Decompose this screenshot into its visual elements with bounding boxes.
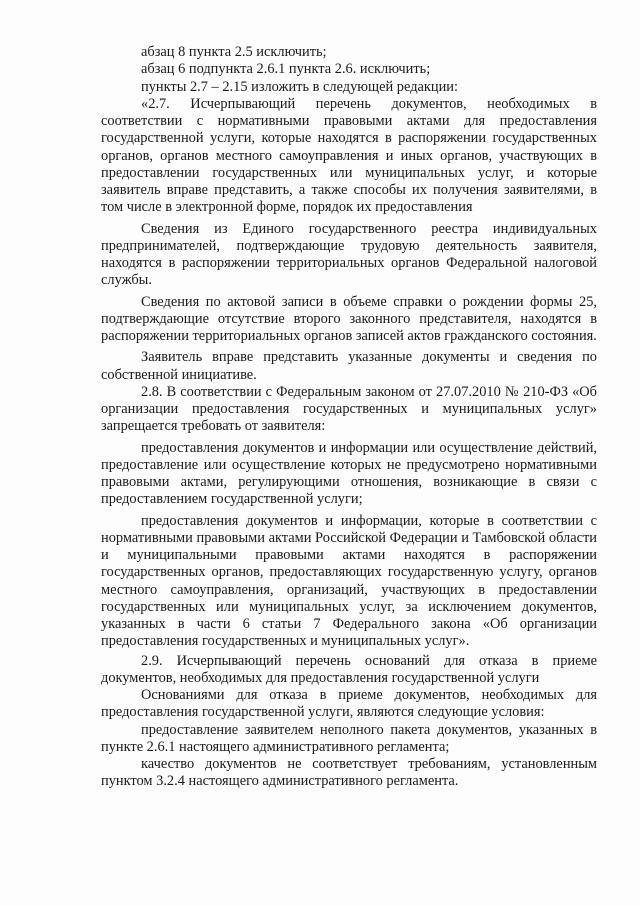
paragraph-egrip: Сведения из Единого государственного реестра индивидуальных предпринимателей, подтверждающие трудовую деятельность заявителя, находятся в распоряжении территориальных органов Федеральной налоговой службы. [101, 220, 597, 289]
paragraph-2-8: 2.8. В соответствии с Федеральным законом от 27.07.2010 № 210-ФЗ «Об организации предоставления государственных и муниципальных услуг» запрещается требовать от заявителя: [101, 383, 597, 435]
paragraph-birth-record: Сведения по актовой записи в объеме справки о рождении формы 25, подтверждающие отсутствие второго законного представителя, находятся в распоряжении территориальных органов записей актов гражданского состояния. [101, 293, 597, 344]
paragraph-quality: качество документов не соответствует требованиям, установленным пунктом 3.2.4 настоящего административного регламента. [101, 756, 597, 790]
paragraph-exclude-2-5: абзац 8 пункта 2.5 исключить; [141, 44, 327, 60]
paragraph-2-7: «2.7. Исчерпывающий перечень документов, необходимых в соответствии с нормативными правовыми актами для предоставления государственной услуги, которые находятся в распоряжении государственных органов, органов местного самоуправления и иных органов, участвующих в предоставлении государственных или муниципальных услуг, и которые заявитель вправе представить, а также способы их получения заявителями, в том числе в электронной форме, порядок их предоставления [101, 95, 597, 216]
paragraph-exclude-2-6-1: абзац 6 подпункта 2.6.1 пункта 2.6. исключить; [141, 61, 431, 78]
document-body [101, 44, 597, 791]
paragraph-2-9: 2.9. Исчерпывающий перечень оснований для отказа в приеме документов, необходимых для предоставления государственной услуги [101, 652, 597, 686]
paragraph-incomplete-package: предоставление заявителем неполного пакета документов, указанных в пункте 2.6.1 настоящего административного регламента; [101, 721, 597, 755]
paragraph-prohibition-1: предоставления документов и информации или осуществление действий, предоставление или осуществление которых не предусмотрено нормативными правовыми актами, регулирующими отношения, возникающие в связи с предоставлением государственной услуги; [101, 439, 597, 508]
paragraph-own-initiative: Заявитель вправе представить указанные документы и сведения по собственной инициативе. [101, 349, 597, 383]
paragraph-prohibition-2: предоставления документов и информации, которые в соответствии с нормативными правовыми актами Российской Федерации и Тамбовской области и муниципальными правовыми актами находятся в распоряжении государственных органов, предоставляющих государственную услугу, органов местного самоуправления, организаций, участвующих в предоставлении государственных или муниципальных услуг, за исключением документов, указанных в части 6 статьи 7 Федерального закона «Об организации предоставления государственных и муниципальных услуг». [101, 512, 597, 650]
paragraph-points-2-7-2-15: пункты 2.7 – 2.15 изложить в следующей редакции: [141, 78, 459, 95]
paragraph-grounds: Основаниями для отказа в приеме документов, необходимых для предоставления государственной услуги, являются следующие условия: [101, 687, 597, 721]
